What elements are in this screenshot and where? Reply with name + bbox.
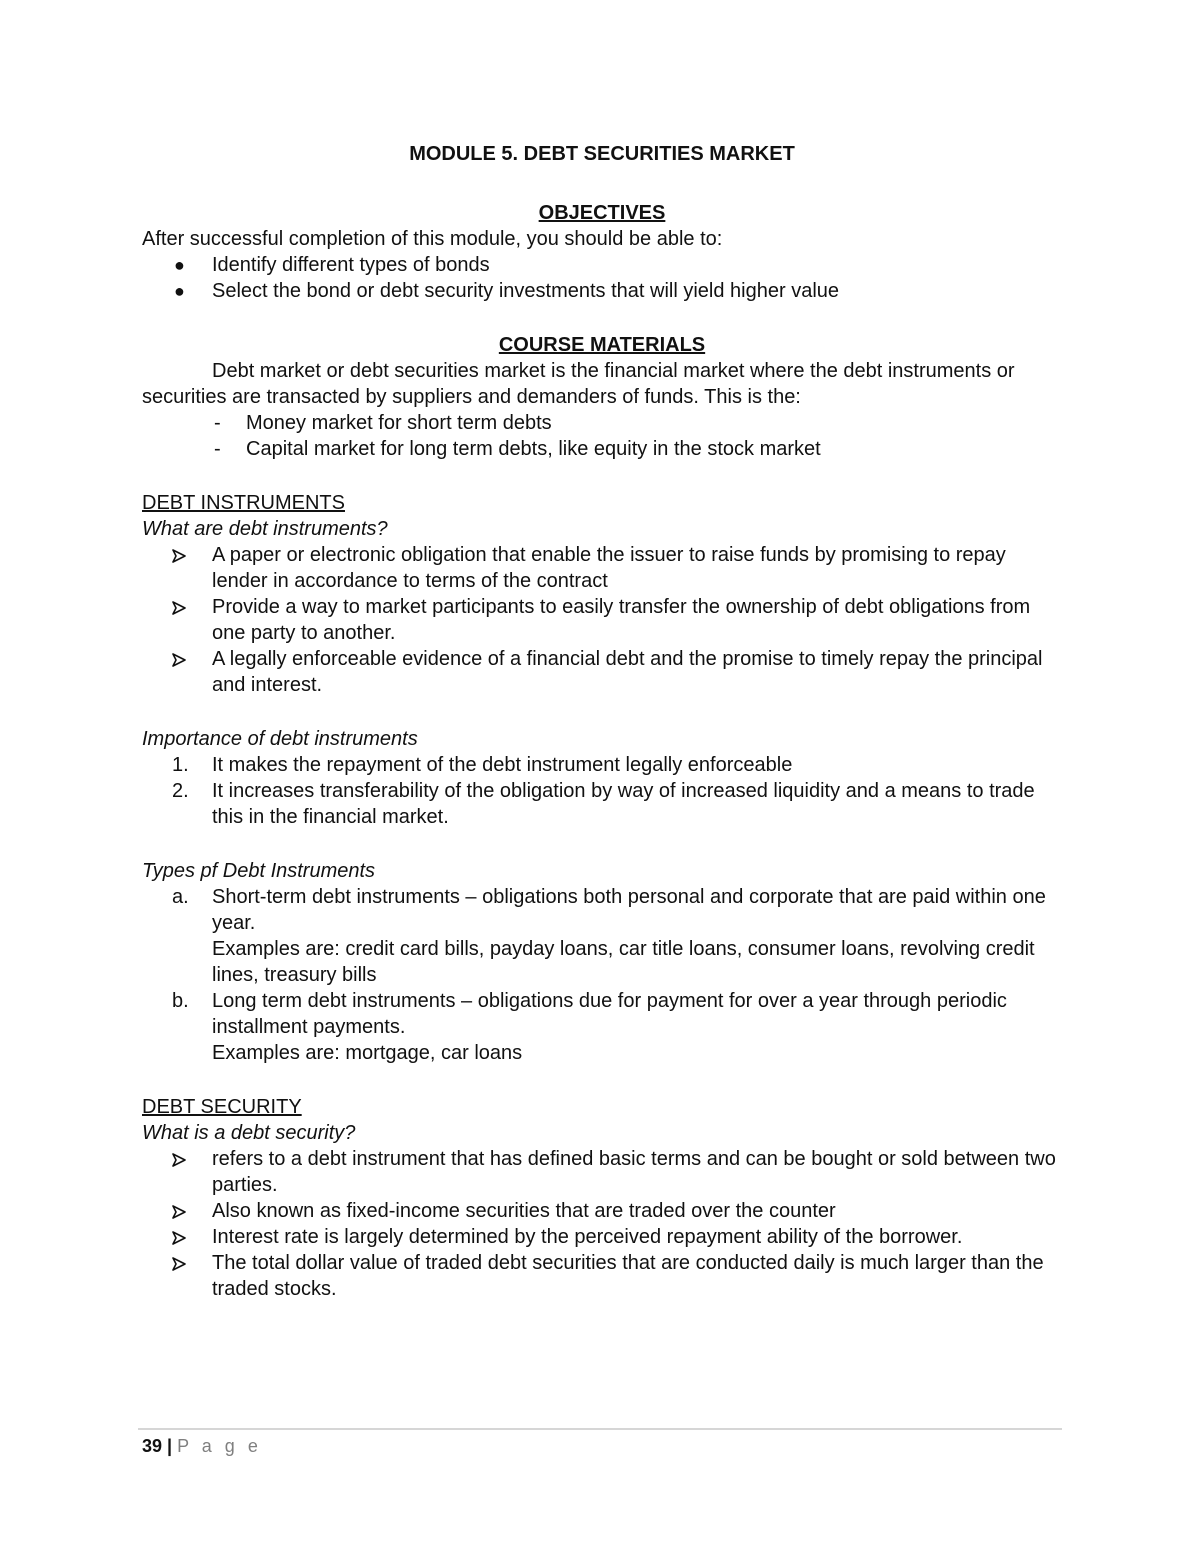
course-materials-heading: COURSE MATERIALS — [498, 334, 706, 356]
list-item: Provide a way to market participants to easily transfer the ownership of debt obligations from one party to another. — [142, 594, 1062, 646]
debt-security-heading: DEBT SECURITY — [142, 1096, 302, 1118]
objectives-heading: OBJECTIVES — [538, 202, 666, 224]
arrow-bullet-icon — [172, 542, 202, 568]
course-materials-paragraph: Debt market or debt securities market is the financial market where the debt instruments or securities are transacted by suppliers and demanders of funds. This is the: — [142, 360, 1015, 408]
list-item: b. Long term debt instruments – obligations due for payment for over a year through periodic installment payments. Examples are: mortgage, car loans — [142, 988, 1062, 1066]
bullet-icon: ● — [174, 281, 185, 301]
list-number: 1. — [172, 754, 189, 776]
arrow-bullet-icon — [172, 1250, 202, 1276]
page-footer — [142, 1434, 262, 1458]
page-title: MODULE 5. DEBT SECURITIES MARKET — [409, 143, 795, 165]
arrow-bullet-icon — [172, 594, 202, 620]
importance-heading: Importance of debt instruments — [142, 728, 418, 750]
list-item: ● Identify different types of bonds — [174, 254, 490, 276]
list-item: - Capital market for long term debts, like equity in the stock market — [214, 438, 821, 460]
debt-security-question: What is a debt security? — [142, 1122, 356, 1144]
types-heading: Types pf Debt Instruments — [142, 860, 376, 882]
page-number: 39 — [142, 1436, 163, 1456]
list-item: refers to a debt instrument that has defined basic terms and can be bought or sold between two parties. — [142, 1146, 1062, 1198]
debt-instruments-heading: DEBT INSTRUMENTS — [142, 492, 345, 514]
list-item: A paper or electronic obligation that enable the issuer to raise funds by promising to repay lender in accordance to terms of the contract — [142, 542, 1062, 594]
list-letter: a. — [172, 886, 189, 908]
debt-instruments-question: What are debt instruments? — [142, 518, 388, 540]
list-item: a. Short-term debt instruments – obligations both personal and corporate that are paid within one year. Examples are: credit card bills, payday loans, car title loans, consumer loans, revolving credit lines, treasury bills — [142, 884, 1062, 988]
debt-instruments-list — [142, 542, 1062, 698]
list-item: Also known as fixed-income securities that are traded over the counter — [142, 1198, 1062, 1224]
list-item: A legally enforceable evidence of a financial debt and the promise to timely repay the principal and interest. — [142, 646, 1062, 698]
list-item: 2. It increases transferability of the obligation by way of increased liquidity and a means to trade this in the financial market. — [172, 780, 1035, 828]
bullet-icon: ● — [174, 255, 185, 275]
importance-list — [142, 752, 1062, 830]
page-content — [142, 140, 1062, 1302]
arrow-bullet-icon — [172, 1224, 202, 1250]
list-letter: b. — [172, 990, 189, 1012]
examples-text: Examples are: mortgage, car loans — [212, 1042, 523, 1064]
debt-security-list — [142, 1146, 1062, 1302]
list-item: ● Select the bond or debt security investments that will yield higher value — [174, 280, 840, 302]
course-materials-list — [142, 410, 1062, 462]
dash-bullet-icon: - — [214, 412, 221, 434]
list-item: - Money market for short term debts — [214, 412, 552, 434]
objectives-list — [142, 252, 1062, 304]
objectives-intro: After successful completion of this module, you should be able to: — [142, 228, 723, 250]
footer-divider — [138, 1428, 1062, 1430]
arrow-bullet-icon — [172, 1198, 202, 1224]
dash-bullet-icon: - — [214, 438, 221, 460]
types-list — [142, 884, 1062, 1066]
page-label: P a g e — [177, 1436, 262, 1456]
examples-text: Examples are: credit card bills, payday loans, car title loans, consumer loans, revolving credit lines, treasury bills — [212, 938, 1035, 986]
list-item: 1. It makes the repayment of the debt instrument legally enforceable — [172, 754, 793, 776]
list-item: Interest rate is largely determined by the perceived repayment ability of the borrower. — [142, 1224, 1062, 1250]
footer-separator: | — [167, 1436, 173, 1456]
list-number: 2. — [172, 780, 189, 802]
arrow-bullet-icon — [172, 646, 202, 672]
list-item: The total dollar value of traded debt securities that are conducted daily is much larger than the traded stocks. — [142, 1250, 1062, 1302]
arrow-bullet-icon — [172, 1146, 202, 1172]
